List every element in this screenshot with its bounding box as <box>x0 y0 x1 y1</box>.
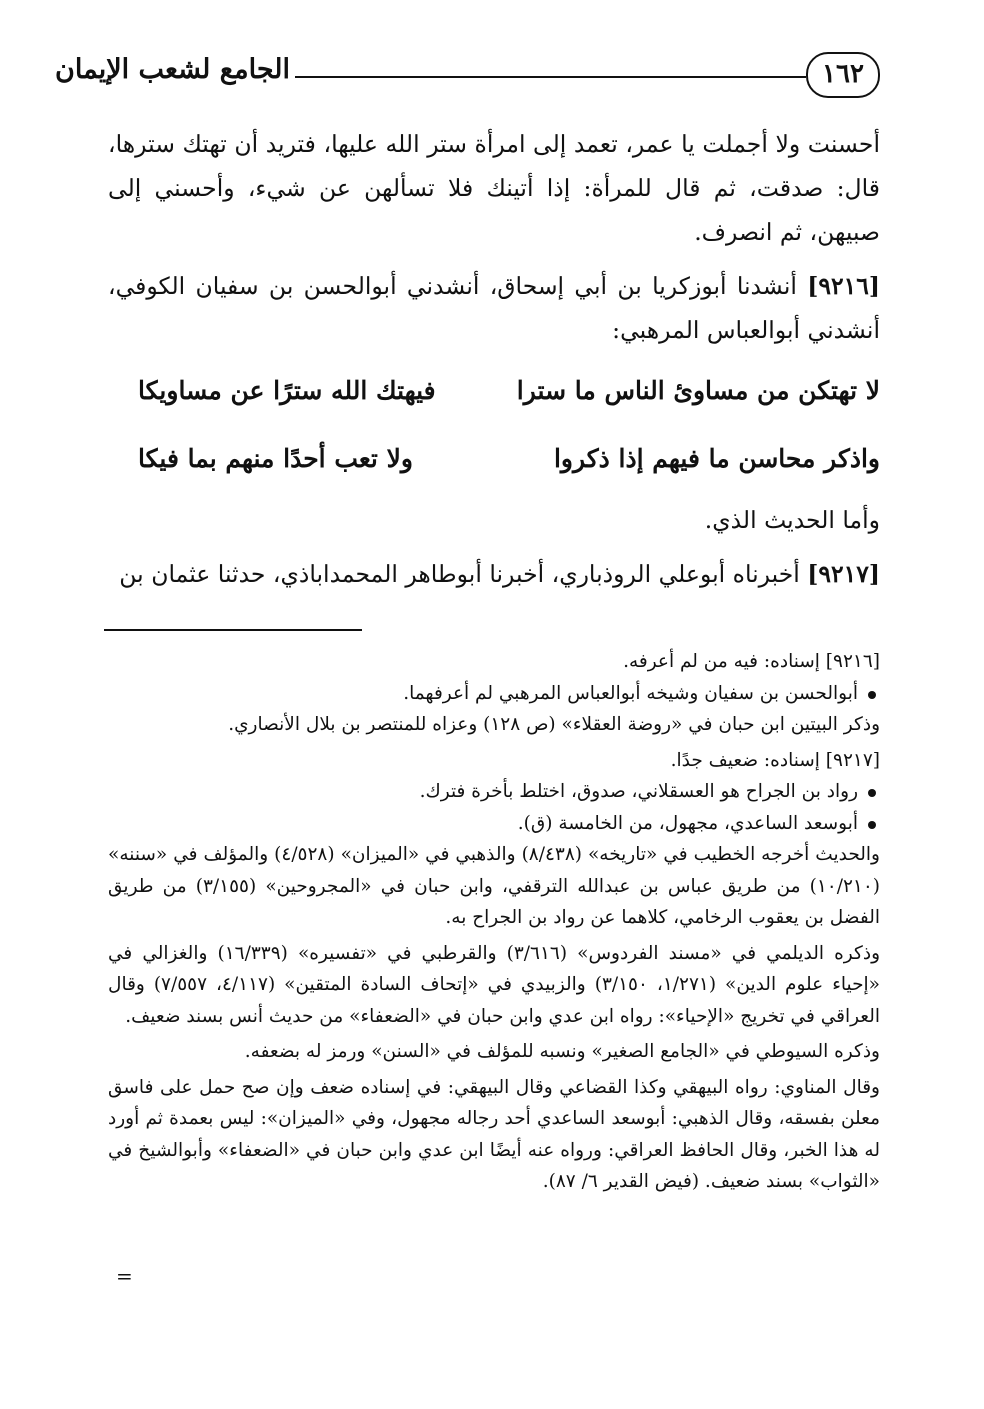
hadith-9216 <box>108 264 880 352</box>
footnote-bullet: أبوالحسن بن سفيان وشيخه أبوالعباس المرهبي لم أعرفهما. <box>108 678 880 710</box>
footnote-paragraph: والحديث أخرجه الخطيب في «تاريخه» (٨/٤٣٨) والذهبي في «الميزان» (٤/٥٢٨) والمؤلف في «سننه» (١٠/٢١٠) من طريق عباس بن عبدالله الترقفي، وابن حبان في «المجروحين» (٣/١٥٥) من طريق الفضل بن يعقوب الرخامي، كلاهما عن رواد بن الجراح به. <box>108 844 880 928</box>
hadith-9217 <box>108 552 880 596</box>
verse-line <box>108 362 880 420</box>
footnote-paragraph: وذكر البيتين ابن حبان في «روضة العقلاء» (ص ١٢٨) وعزاه للمنتصر بن بلال الأنصاري. <box>228 714 880 735</box>
page-header <box>55 52 880 106</box>
footnote-paragraph: وذكره الديلمي في «مسند الفردوس» (٣/٦١٦) والقرطبي في «تفسيره» (١٦/٣٣٩) والغزالي في «إحياء علوم الدين» (١/٢٧١، ٣/١٥٠) والزبيدي في «إتحاف السادة المتقين» (٤/١١٧، ٧/٥٥٧) وقال العراقي في تخريج «الإحياء»: رواه ابن عدي وابن حبان في «الضعفاء» من حديث أنس بسند ضعيف. <box>108 942 881 1027</box>
hadith-text: أنشدنا أبوزكريا بن أبي إسحاق، أنشدني أبوالحسن بن سفيان الكوفي، أنشدني أبوالعباس المرهبي: <box>108 272 880 344</box>
running-title: الجامع لشعب الإيمان <box>55 54 290 85</box>
page-number: ١٦٢ <box>806 52 880 98</box>
footnote-bullet: رواد بن الجراح هو العسقلاني، صدوق، اختلط بأخرة فترك. <box>108 776 880 808</box>
main-text <box>108 122 880 606</box>
footnote-heading: [٩٢١٧] إسناده: ضعيف جدًا. <box>670 749 880 771</box>
hadith-number: [٩٢١٦] <box>807 272 880 300</box>
footnote-divider <box>104 629 362 631</box>
verse-hemistich: لا تهتكن من مساوئ الناس ما سترا <box>516 376 880 405</box>
hadith-text: أخبرناه أبوعلي الروذباري، أخبرنا أبوطاهر المحمداباذي، حدثنا عثمان بن <box>119 560 800 588</box>
header-rule <box>295 76 806 78</box>
footnote-heading: [٩٢١٦] إسناده: فيه من لم أعرفه. <box>623 651 880 672</box>
verse-hemistich: واذكر محاسن ما فيهم إذا ذكروا <box>553 444 880 473</box>
footnote-bullet: أبوسعد الساعدي، مجهول، من الخامسة (ق). <box>108 808 880 840</box>
continuation-mark: = <box>116 1264 133 1288</box>
verse-line <box>108 430 880 488</box>
footnote-paragraph: وذكره السيوطي في «الجامع الصغير» ونسبه للمؤلف في «السنن» ورمز له بضعفه. <box>244 1041 880 1062</box>
verse-hemistich: فيهتك الله سترًا عن مساويكا <box>138 376 436 405</box>
footnote-paragraph: وقال المناوي: رواه البيهقي وكذا القضاعي وقال البيهقي: في إسناده ضعف وإن صح حمل على فاسق معلن بفسقه، وقال الذهبي: أبوسعد الساعدي أحد رجاله مجهول، وفي «الميزان»: ليس بعمدة ثم أورد له هذا الخبر، وقال الحافظ العراقي: ورواه عنه أيضًا ابن عدي وابن حبان في «الضعفاء» وأبوالشيخ في «الثواب» بسند ضعيف. (فيض القدير ٦/ ٨٧). <box>108 1076 880 1192</box>
footnotes <box>108 646 880 1198</box>
paragraph: وأما الحديث الذي. <box>704 506 880 534</box>
verse-hemistich: ولا تعب أحدًا منهم بما فيكا <box>138 444 413 473</box>
hadith-number: [٩٢١٧] <box>807 560 880 588</box>
paragraph: أحسنت ولا أجملت يا عمر، تعمد إلى امرأة ستر الله عليها، فتريد أن تهتك سترها، قال: صدقت، ثم قال للمرأة: إذا أتينك فلا تسألهن عن شيء، وأحسني إلى صبيهن، ثم انصرف. <box>108 130 880 246</box>
